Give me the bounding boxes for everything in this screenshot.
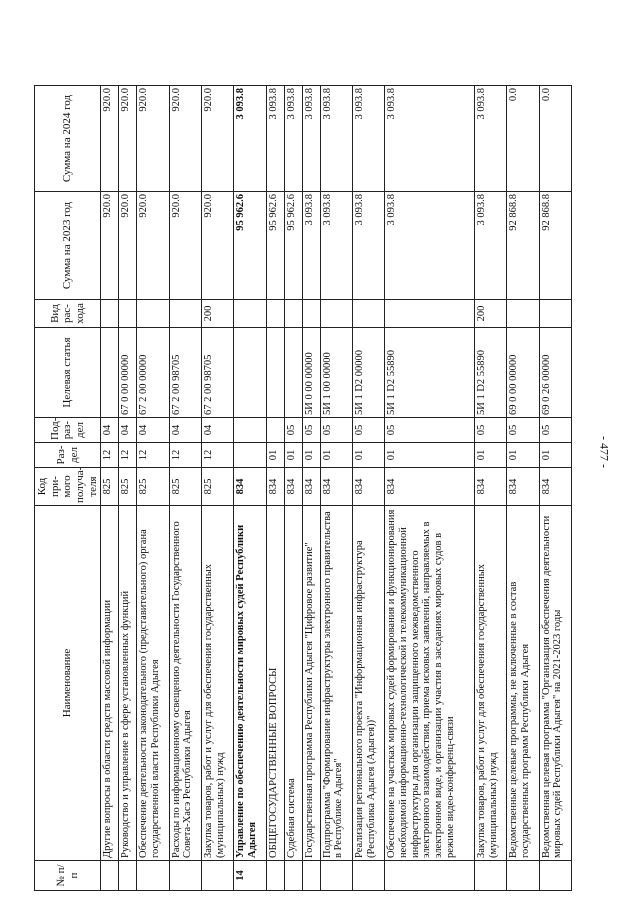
cell-razdel: 12 [101, 443, 119, 468]
cell-podrazdel: 04 [169, 418, 201, 443]
table-row [101, 86, 119, 891]
cell-razdel [234, 443, 266, 468]
cell-podrazdel: 05 [507, 418, 539, 443]
cell-razdel: 01 [539, 443, 571, 468]
cell-sum-2023: 920.0 [201, 192, 233, 300]
cell-target: 5И 1 D2 00000 [352, 328, 384, 418]
cell-podrazdel: 05 [385, 418, 475, 443]
cell-sum-2024: 3 093.8 [302, 86, 320, 192]
cell-razdel: 01 [302, 443, 320, 468]
cell-vid [352, 300, 384, 328]
cell-target: 5И 0 00 00000 [302, 328, 320, 418]
cell-sum-2024: 3 093.8 [352, 86, 384, 192]
cell-target: 5И 1 D2 55890 [385, 328, 475, 418]
cell-razdel: 12 [137, 443, 169, 468]
cell-target [234, 328, 266, 418]
budget-table [34, 85, 572, 891]
cell-podrazdel: 04 [201, 418, 233, 443]
table-row [137, 86, 169, 891]
cell-num [474, 861, 506, 891]
cell-sum-2024: 3 093.8 [474, 86, 506, 192]
cell-target [266, 328, 284, 418]
cell-sum-2024: 920.0 [169, 86, 201, 192]
cell-vid [320, 300, 352, 328]
cell-razdel: 12 [119, 443, 137, 468]
cell-sum-2024: 920.0 [137, 86, 169, 192]
cell-name: Управление по обеспечению деятельности мировых судей Республики Адыгея [234, 506, 266, 861]
header-num: № п/п [35, 861, 101, 891]
cell-num [539, 861, 571, 891]
table-row [169, 86, 201, 891]
cell-code: 834 [352, 468, 384, 506]
cell-name: Другие вопросы в области средств массовой информации [101, 506, 119, 861]
table-row [507, 86, 539, 891]
cell-code: 834 [284, 468, 302, 506]
cell-num [169, 861, 201, 891]
cell-sum-2024: 3 093.8 [284, 86, 302, 192]
cell-vid: 200 [201, 300, 233, 328]
cell-name: Ведомственные целевые программы, не включенные в состав государственных программ Республики Адыгея [507, 506, 539, 861]
cell-vid [284, 300, 302, 328]
table-row [266, 86, 284, 891]
cell-podrazdel: 05 [284, 418, 302, 443]
cell-sum-2024: 3 093.8 [320, 86, 352, 192]
cell-code: 834 [266, 468, 284, 506]
cell-num [320, 861, 352, 891]
table-row [385, 86, 475, 891]
cell-sum-2023: 3 093.8 [302, 192, 320, 300]
header-sum-2023: Сумма на 2023 год [35, 192, 101, 300]
cell-code: 825 [201, 468, 233, 506]
cell-sum-2023: 920.0 [119, 192, 137, 300]
cell-code: 825 [169, 468, 201, 506]
header-code: Код при-мого получа-теля [35, 468, 101, 506]
cell-num [284, 861, 302, 891]
table-row [302, 86, 320, 891]
table-row [320, 86, 352, 891]
cell-name: Обеспечение на участках мировых судей формирования и функционирования необходимой информационно-технологической и телекоммуникационной инфраструктуры для организации защищенного межведомственного электронного взаимодействия, приема исковых заявлений, направляемых в электронном виде, и организации участия в заседаниях мировых судов в режиме видео-конференц-связи [385, 506, 475, 861]
cell-code: 834 [234, 468, 266, 506]
cell-name: Закупка товаров, работ и услуг для обеспечения государственных (муниципальных) нужд [474, 506, 506, 861]
cell-razdel: 01 [284, 443, 302, 468]
cell-name: Подпрограмма "Формирование инфраструктуры электронного правительства в Республике Адыгея" [320, 506, 352, 861]
cell-podrazdel: 04 [119, 418, 137, 443]
cell-razdel: 01 [266, 443, 284, 468]
cell-num [101, 861, 119, 891]
table-row [119, 86, 137, 891]
cell-num [119, 861, 137, 891]
cell-vid [539, 300, 571, 328]
cell-target: 69 0 26 00000 [539, 328, 571, 418]
table-row [201, 86, 233, 891]
cell-code: 834 [320, 468, 352, 506]
cell-sum-2024: 0.0 [507, 86, 539, 192]
table-row [539, 86, 571, 891]
cell-sum-2024: 3 093.8 [266, 86, 284, 192]
cell-vid [234, 300, 266, 328]
header-target: Целевая статья [35, 328, 101, 418]
header-vid: Вид рас-хода [35, 300, 101, 328]
cell-sum-2023: 95 962.6 [234, 192, 266, 300]
cell-code: 834 [507, 468, 539, 506]
table-body [101, 86, 572, 891]
header-razdel: Раз-дел [35, 443, 101, 468]
cell-name: Руководство и управление в сфере установленных функций [119, 506, 137, 861]
cell-razdel: 01 [474, 443, 506, 468]
cell-target [284, 328, 302, 418]
cell-target: 67 2 00 98705 [201, 328, 233, 418]
cell-razdel: 01 [352, 443, 384, 468]
cell-razdel: 12 [201, 443, 233, 468]
cell-podrazdel: 05 [320, 418, 352, 443]
cell-razdel: 01 [507, 443, 539, 468]
cell-vid [385, 300, 475, 328]
cell-vid: 200 [474, 300, 506, 328]
cell-num [352, 861, 384, 891]
header-sum-2024: Сумма на 2024 год [35, 86, 101, 192]
table-row [234, 86, 266, 891]
cell-code: 834 [474, 468, 506, 506]
cell-vid [507, 300, 539, 328]
cell-target: 5И 1 D2 55890 [474, 328, 506, 418]
cell-podrazdel [234, 418, 266, 443]
cell-sum-2023: 3 093.8 [352, 192, 384, 300]
cell-code: 834 [539, 468, 571, 506]
cell-target: 67 0 00 00000 [119, 328, 137, 418]
cell-podrazdel: 05 [352, 418, 384, 443]
cell-target [101, 328, 119, 418]
cell-name: Государственная программа Республики Адыгея "Цифровое развитие" [302, 506, 320, 861]
cell-num: 14 [234, 861, 266, 891]
cell-sum-2024: 3 093.8 [234, 86, 266, 192]
header-podrazdel: Под-раз-дел [35, 418, 101, 443]
table-row [474, 86, 506, 891]
cell-target: 67 2 00 00000 [137, 328, 169, 418]
cell-sum-2023: 95 962.6 [284, 192, 302, 300]
cell-sum-2024: 920.0 [201, 86, 233, 192]
cell-name: ОБЩЕГОСУДАРСТВЕННЫЕ ВОПРОСЫ [266, 506, 284, 861]
cell-razdel: 12 [169, 443, 201, 468]
cell-num [385, 861, 475, 891]
cell-sum-2023: 3 093.8 [320, 192, 352, 300]
cell-target: 69 0 00 00000 [507, 328, 539, 418]
cell-code: 825 [137, 468, 169, 506]
cell-code: 825 [101, 468, 119, 506]
cell-sum-2024: 920.0 [101, 86, 119, 192]
cell-podrazdel: 04 [101, 418, 119, 443]
cell-num [507, 861, 539, 891]
cell-sum-2023: 920.0 [101, 192, 119, 300]
cell-name: Судебная система [284, 506, 302, 861]
cell-num [302, 861, 320, 891]
cell-name: Расходы по информационному освещению деятельности Государственного Совета-Хасэ Республики Адыгея [169, 506, 201, 861]
cell-vid [137, 300, 169, 328]
table-row [352, 86, 384, 891]
cell-vid [302, 300, 320, 328]
cell-name: Реализация регионального проекта "Информационная инфраструктура (Республика Адыгея (Адыгея))" [352, 506, 384, 861]
cell-code: 834 [302, 468, 320, 506]
table-header-row [35, 86, 101, 891]
cell-podrazdel: 04 [137, 418, 169, 443]
cell-num [201, 861, 233, 891]
cell-podrazdel [266, 418, 284, 443]
header-name: Наименование [35, 506, 101, 861]
cell-sum-2023: 3 093.8 [474, 192, 506, 300]
cell-name: Ведомственная целевая программа "Организация обеспечения деятельности мировых судей Республики Адыгея" на 2021-2023 годы [539, 506, 571, 861]
cell-razdel: 01 [320, 443, 352, 468]
cell-podrazdel: 05 [302, 418, 320, 443]
cell-razdel: 01 [385, 443, 475, 468]
cell-num [266, 861, 284, 891]
cell-target: 67 2 00 98705 [169, 328, 201, 418]
cell-sum-2023: 920.0 [169, 192, 201, 300]
cell-sum-2023: 95 962.6 [266, 192, 284, 300]
cell-sum-2024: 920.0 [119, 86, 137, 192]
cell-sum-2023: 92 868.8 [539, 192, 571, 300]
cell-sum-2024: 0.0 [539, 86, 571, 192]
cell-code: 825 [119, 468, 137, 506]
cell-vid [169, 300, 201, 328]
cell-sum-2023: 3 093.8 [385, 192, 475, 300]
cell-vid [119, 300, 137, 328]
cell-vid [101, 300, 119, 328]
cell-name: Обеспечение деятельности законодательного (представительного) органа государственной власти Республики Адыгея [137, 506, 169, 861]
cell-podrazdel: 05 [539, 418, 571, 443]
cell-podrazdel: 05 [474, 418, 506, 443]
cell-num [137, 861, 169, 891]
cell-vid [266, 300, 284, 328]
cell-name: Закупка товаров, работ и услуг для обеспечения государственных (муниципальных) нужд [201, 506, 233, 861]
page-number: - 477 - [597, 436, 612, 468]
cell-sum-2024: 3 093.8 [385, 86, 475, 192]
cell-code: 834 [385, 468, 475, 506]
cell-sum-2023: 92 868.8 [507, 192, 539, 300]
rotated-table-container [34, 86, 572, 891]
cell-sum-2023: 920.0 [137, 192, 169, 300]
table-row [284, 86, 302, 891]
cell-target: 5И 1 00 00000 [320, 328, 352, 418]
